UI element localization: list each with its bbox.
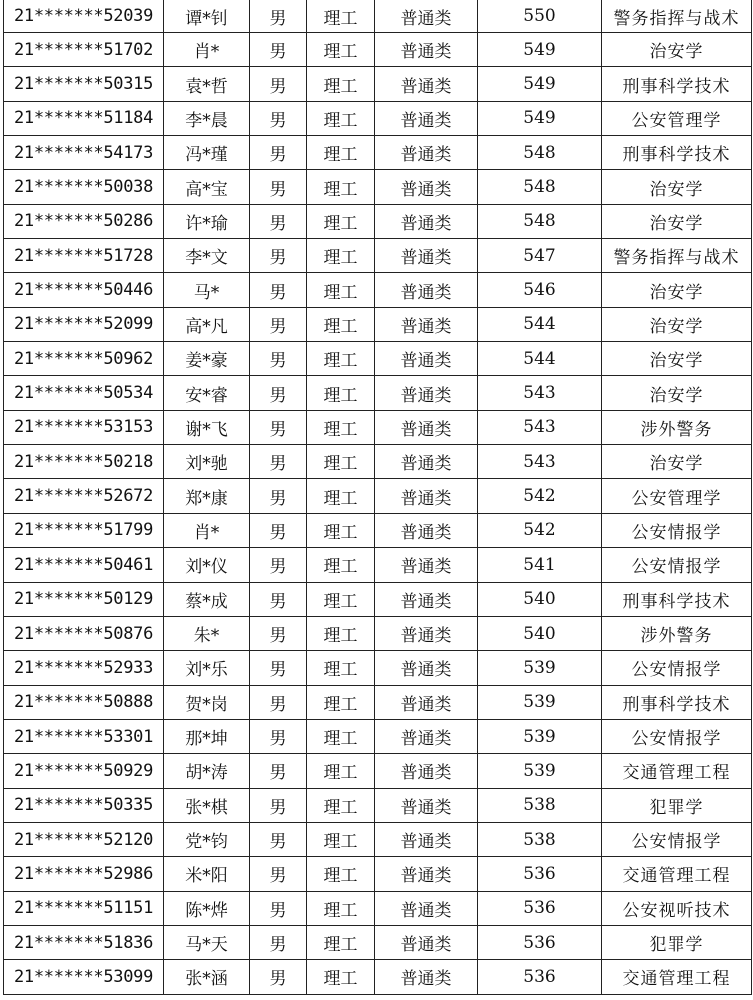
- subject-cell: 理工: [307, 67, 375, 101]
- category-cell: 普通类: [375, 67, 478, 101]
- category-cell: 普通类: [375, 342, 478, 376]
- score-cell: 540: [478, 582, 602, 616]
- candidate-id-cell: 21*******52099: [4, 307, 164, 341]
- gender-cell: 男: [250, 376, 307, 410]
- category-cell: 普通类: [375, 616, 478, 650]
- name-cell: 肖*: [164, 513, 250, 547]
- name-cell: 安*睿: [164, 376, 250, 410]
- major-cell: 治安学: [602, 273, 752, 307]
- name-cell: 刘*乐: [164, 651, 250, 685]
- major-cell: 治安学: [602, 33, 752, 67]
- subject-cell: 理工: [307, 925, 375, 959]
- category-cell: 普通类: [375, 513, 478, 547]
- score-cell: 549: [478, 33, 602, 67]
- gender-cell: 男: [250, 960, 307, 994]
- table-row: [4, 651, 752, 685]
- subject-cell: 理工: [307, 307, 375, 341]
- name-cell: 谢*飞: [164, 410, 250, 444]
- category-cell: 普通类: [375, 754, 478, 788]
- table-row: [4, 239, 752, 273]
- subject-cell: 理工: [307, 822, 375, 856]
- category-cell: 普通类: [375, 410, 478, 444]
- name-cell: 陈*烨: [164, 891, 250, 925]
- subject-cell: 理工: [307, 445, 375, 479]
- candidate-id-cell: 21*******51151: [4, 891, 164, 925]
- gender-cell: 男: [250, 273, 307, 307]
- candidate-id-cell: 21*******50218: [4, 445, 164, 479]
- candidate-id-cell: 21*******50286: [4, 204, 164, 238]
- gender-cell: 男: [250, 754, 307, 788]
- major-cell: 涉外警务: [602, 410, 752, 444]
- major-cell: 治安学: [602, 170, 752, 204]
- gender-cell: 男: [250, 719, 307, 753]
- score-cell: 546: [478, 273, 602, 307]
- name-cell: 贺*岗: [164, 685, 250, 719]
- major-cell: 犯罪学: [602, 788, 752, 822]
- table-row: [4, 925, 752, 959]
- subject-cell: 理工: [307, 616, 375, 650]
- category-cell: 普通类: [375, 685, 478, 719]
- score-cell: 550: [478, 0, 602, 33]
- major-cell: 警务指挥与战术: [602, 0, 752, 33]
- major-cell: 公安情报学: [602, 513, 752, 547]
- gender-cell: 男: [250, 307, 307, 341]
- score-cell: 543: [478, 376, 602, 410]
- category-cell: 普通类: [375, 719, 478, 753]
- subject-cell: 理工: [307, 33, 375, 67]
- category-cell: 普通类: [375, 857, 478, 891]
- score-cell: 538: [478, 788, 602, 822]
- major-cell: 涉外警务: [602, 616, 752, 650]
- gender-cell: 男: [250, 651, 307, 685]
- gender-cell: 男: [250, 170, 307, 204]
- table-row: [4, 170, 752, 204]
- name-cell: 张*涵: [164, 960, 250, 994]
- category-cell: 普通类: [375, 170, 478, 204]
- candidate-id-cell: 21*******53153: [4, 410, 164, 444]
- table-row: [4, 616, 752, 650]
- gender-cell: 男: [250, 342, 307, 376]
- table-row: [4, 479, 752, 513]
- category-cell: 普通类: [375, 204, 478, 238]
- major-cell: 公安管理学: [602, 479, 752, 513]
- score-cell: 547: [478, 239, 602, 273]
- candidate-id-cell: 21*******52986: [4, 857, 164, 891]
- category-cell: 普通类: [375, 33, 478, 67]
- gender-cell: 男: [250, 857, 307, 891]
- category-cell: 普通类: [375, 822, 478, 856]
- category-cell: 普通类: [375, 445, 478, 479]
- score-cell: 548: [478, 136, 602, 170]
- candidate-id-cell: 21*******50929: [4, 754, 164, 788]
- subject-cell: 理工: [307, 651, 375, 685]
- score-cell: 549: [478, 67, 602, 101]
- candidate-id-cell: 21*******50446: [4, 273, 164, 307]
- subject-cell: 理工: [307, 204, 375, 238]
- table-row: [4, 960, 752, 994]
- name-cell: 马*: [164, 273, 250, 307]
- subject-cell: 理工: [307, 410, 375, 444]
- category-cell: 普通类: [375, 239, 478, 273]
- gender-cell: 男: [250, 239, 307, 273]
- name-cell: 刘*驰: [164, 445, 250, 479]
- table-row: [4, 891, 752, 925]
- category-cell: 普通类: [375, 273, 478, 307]
- table-row: [4, 136, 752, 170]
- score-cell: 544: [478, 342, 602, 376]
- gender-cell: 男: [250, 67, 307, 101]
- category-cell: 普通类: [375, 136, 478, 170]
- score-cell: 542: [478, 513, 602, 547]
- name-cell: 肖*: [164, 33, 250, 67]
- gender-cell: 男: [250, 410, 307, 444]
- name-cell: 张*棋: [164, 788, 250, 822]
- category-cell: 普通类: [375, 376, 478, 410]
- major-cell: 治安学: [602, 342, 752, 376]
- score-cell: 539: [478, 719, 602, 753]
- gender-cell: 男: [250, 548, 307, 582]
- major-cell: 交通管理工程: [602, 857, 752, 891]
- major-cell: 治安学: [602, 307, 752, 341]
- gender-cell: 男: [250, 479, 307, 513]
- subject-cell: 理工: [307, 754, 375, 788]
- name-cell: 郑*康: [164, 479, 250, 513]
- score-cell: 536: [478, 891, 602, 925]
- subject-cell: 理工: [307, 376, 375, 410]
- category-cell: 普通类: [375, 960, 478, 994]
- major-cell: 犯罪学: [602, 925, 752, 959]
- table-row: [4, 410, 752, 444]
- table-row: [4, 685, 752, 719]
- gender-cell: 男: [250, 0, 307, 33]
- subject-cell: 理工: [307, 891, 375, 925]
- major-cell: 交通管理工程: [602, 960, 752, 994]
- major-cell: 警务指挥与战术: [602, 239, 752, 273]
- score-cell: 542: [478, 479, 602, 513]
- name-cell: 高*凡: [164, 307, 250, 341]
- category-cell: 普通类: [375, 925, 478, 959]
- name-cell: 冯*瑾: [164, 136, 250, 170]
- score-cell: 536: [478, 960, 602, 994]
- gender-cell: 男: [250, 33, 307, 67]
- gender-cell: 男: [250, 513, 307, 547]
- name-cell: 李*文: [164, 239, 250, 273]
- category-cell: 普通类: [375, 479, 478, 513]
- name-cell: 马*天: [164, 925, 250, 959]
- gender-cell: 男: [250, 204, 307, 238]
- candidate-id-cell: 21*******50461: [4, 548, 164, 582]
- subject-cell: 理工: [307, 101, 375, 135]
- gender-cell: 男: [250, 685, 307, 719]
- gender-cell: 男: [250, 616, 307, 650]
- subject-cell: 理工: [307, 136, 375, 170]
- major-cell: 刑事科学技术: [602, 685, 752, 719]
- candidate-id-cell: 21*******51836: [4, 925, 164, 959]
- candidate-id-cell: 21*******50315: [4, 67, 164, 101]
- major-cell: 公安情报学: [602, 548, 752, 582]
- table-row: [4, 822, 752, 856]
- category-cell: 普通类: [375, 548, 478, 582]
- score-cell: 544: [478, 307, 602, 341]
- candidate-id-cell: 21*******50534: [4, 376, 164, 410]
- table-row: [4, 445, 752, 479]
- major-cell: 公安情报学: [602, 822, 752, 856]
- major-cell: 公安情报学: [602, 719, 752, 753]
- table-body: [4, 0, 752, 994]
- candidate-id-cell: 21*******53099: [4, 960, 164, 994]
- major-cell: 治安学: [602, 445, 752, 479]
- subject-cell: 理工: [307, 513, 375, 547]
- candidate-id-cell: 21*******50962: [4, 342, 164, 376]
- table-row: [4, 582, 752, 616]
- candidate-id-cell: 21*******50129: [4, 582, 164, 616]
- gender-cell: 男: [250, 788, 307, 822]
- major-cell: 治安学: [602, 204, 752, 238]
- candidate-id-cell: 21*******53301: [4, 719, 164, 753]
- category-cell: 普通类: [375, 0, 478, 33]
- major-cell: 治安学: [602, 376, 752, 410]
- name-cell: 高*宝: [164, 170, 250, 204]
- name-cell: 党*钧: [164, 822, 250, 856]
- name-cell: 李*晨: [164, 101, 250, 135]
- table-row: [4, 273, 752, 307]
- category-cell: 普通类: [375, 891, 478, 925]
- table-row: [4, 33, 752, 67]
- table-row: [4, 0, 752, 33]
- major-cell: 刑事科学技术: [602, 67, 752, 101]
- subject-cell: 理工: [307, 548, 375, 582]
- candidate-id-cell: 21*******52039: [4, 0, 164, 33]
- major-cell: 刑事科学技术: [602, 582, 752, 616]
- table-row: [4, 376, 752, 410]
- name-cell: 胡*涛: [164, 754, 250, 788]
- table-row: [4, 788, 752, 822]
- table-row: [4, 204, 752, 238]
- major-cell: 公安视听技术: [602, 891, 752, 925]
- gender-cell: 男: [250, 891, 307, 925]
- score-cell: 539: [478, 754, 602, 788]
- gender-cell: 男: [250, 822, 307, 856]
- gender-cell: 男: [250, 925, 307, 959]
- score-cell: 541: [478, 548, 602, 582]
- category-cell: 普通类: [375, 788, 478, 822]
- subject-cell: 理工: [307, 273, 375, 307]
- subject-cell: 理工: [307, 857, 375, 891]
- candidate-id-cell: 21*******52933: [4, 651, 164, 685]
- candidate-id-cell: 21*******51728: [4, 239, 164, 273]
- score-cell: 536: [478, 857, 602, 891]
- subject-cell: 理工: [307, 239, 375, 273]
- subject-cell: 理工: [307, 960, 375, 994]
- subject-cell: 理工: [307, 0, 375, 33]
- score-cell: 548: [478, 170, 602, 204]
- candidate-id-cell: 21*******54173: [4, 136, 164, 170]
- candidate-id-cell: 21*******50038: [4, 170, 164, 204]
- table-row: [4, 342, 752, 376]
- gender-cell: 男: [250, 445, 307, 479]
- category-cell: 普通类: [375, 651, 478, 685]
- name-cell: 许*瑜: [164, 204, 250, 238]
- table-row: [4, 67, 752, 101]
- candidate-id-cell: 21*******51702: [4, 33, 164, 67]
- candidate-id-cell: 21*******50876: [4, 616, 164, 650]
- table-row: [4, 754, 752, 788]
- candidate-id-cell: 21*******51799: [4, 513, 164, 547]
- major-cell: 公安管理学: [602, 101, 752, 135]
- name-cell: 袁*哲: [164, 67, 250, 101]
- candidate-id-cell: 21*******50888: [4, 685, 164, 719]
- subject-cell: 理工: [307, 582, 375, 616]
- score-cell: 538: [478, 822, 602, 856]
- table-row: [4, 857, 752, 891]
- category-cell: 普通类: [375, 101, 478, 135]
- score-cell: 548: [478, 204, 602, 238]
- name-cell: 那*坤: [164, 719, 250, 753]
- score-cell: 543: [478, 445, 602, 479]
- candidate-id-cell: 21*******52120: [4, 822, 164, 856]
- candidate-id-cell: 21*******52672: [4, 479, 164, 513]
- subject-cell: 理工: [307, 685, 375, 719]
- name-cell: 谭*钊: [164, 0, 250, 33]
- table-row: [4, 307, 752, 341]
- admission-table: [3, 0, 752, 995]
- subject-cell: 理工: [307, 788, 375, 822]
- gender-cell: 男: [250, 582, 307, 616]
- table-row: [4, 719, 752, 753]
- name-cell: 朱*: [164, 616, 250, 650]
- subject-cell: 理工: [307, 342, 375, 376]
- category-cell: 普通类: [375, 582, 478, 616]
- score-cell: 543: [478, 410, 602, 444]
- category-cell: 普通类: [375, 307, 478, 341]
- subject-cell: 理工: [307, 170, 375, 204]
- score-cell: 539: [478, 651, 602, 685]
- score-cell: 549: [478, 101, 602, 135]
- candidate-id-cell: 21*******50335: [4, 788, 164, 822]
- subject-cell: 理工: [307, 479, 375, 513]
- major-cell: 交通管理工程: [602, 754, 752, 788]
- name-cell: 米*阳: [164, 857, 250, 891]
- name-cell: 姜*豪: [164, 342, 250, 376]
- table-row: [4, 513, 752, 547]
- major-cell: 刑事科学技术: [602, 136, 752, 170]
- score-cell: 540: [478, 616, 602, 650]
- score-cell: 536: [478, 925, 602, 959]
- score-cell: 539: [478, 685, 602, 719]
- gender-cell: 男: [250, 136, 307, 170]
- table-row: [4, 548, 752, 582]
- subject-cell: 理工: [307, 719, 375, 753]
- name-cell: 蔡*成: [164, 582, 250, 616]
- table-row: [4, 101, 752, 135]
- major-cell: 公安情报学: [602, 651, 752, 685]
- candidate-id-cell: 21*******51184: [4, 101, 164, 135]
- name-cell: 刘*仪: [164, 548, 250, 582]
- gender-cell: 男: [250, 101, 307, 135]
